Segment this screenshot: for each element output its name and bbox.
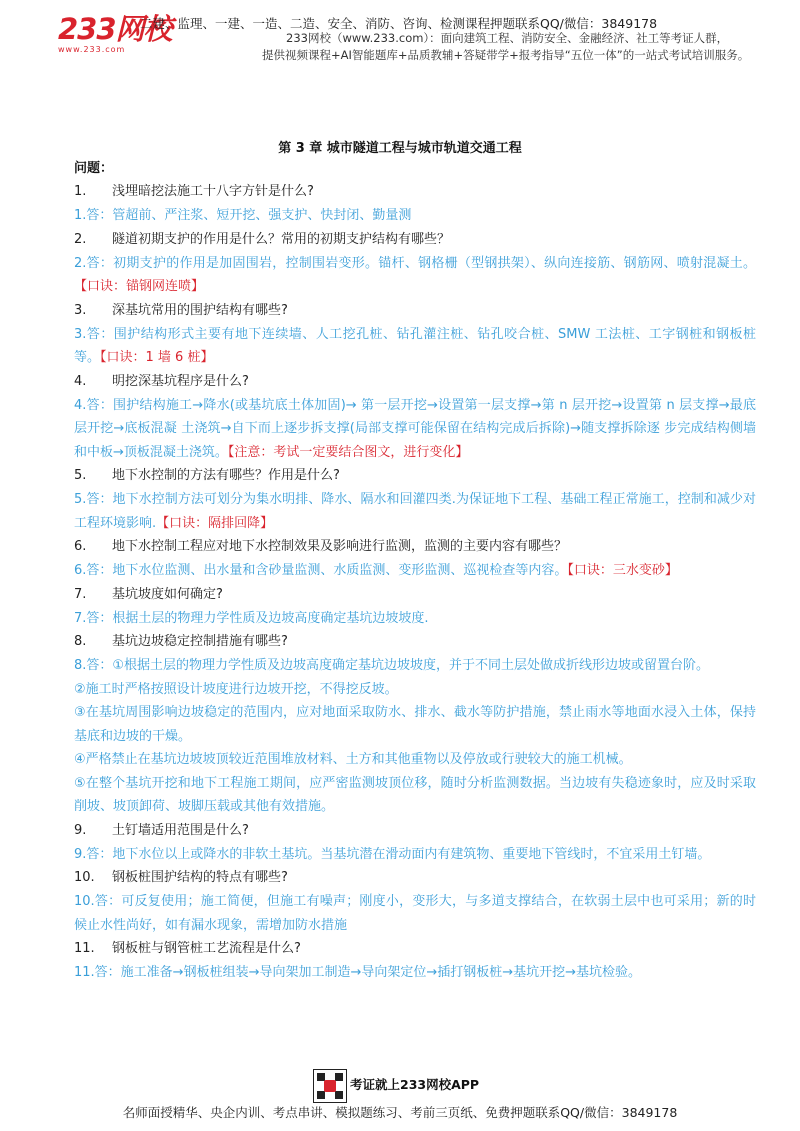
- answer-body: ②施工时严格按照设计坡度进行边坡开挖，不得挖反坡。: [74, 681, 398, 697]
- answer-text: [74, 701, 756, 748]
- answer-body: 9.答：地下水位以上或降水的非软土基坑。当基坑潜在滑动面内有建筑物、重要地下管线时，不宜采用土钉墙。: [74, 846, 711, 862]
- answer-text: [74, 559, 756, 583]
- question-text: 隧道初期支护的作用是什么？常用的初期支护结构有哪些？: [112, 231, 451, 247]
- answer-text: [74, 394, 756, 465]
- answer-body: ⑤在整个基坑开挖和地下工程施工期间，应严密监测坡顶位移，随时分析监测数据。当边坡有失稳迹象时，应及时采取削坡、坡顶卸荷、坡脚压载或其他有效措施。: [74, 775, 756, 814]
- question-text: 浅埋暗挖法施工十八字方针是什么?: [112, 184, 314, 199]
- logo-text: 233网校: [58, 12, 172, 46]
- question-text: 明挖深基坑程序是什么?: [112, 373, 249, 389]
- header-service-line: 提供视频课程+AI智能题库+品质教辅+答疑带学+报考指导“五位一体”的一站式考试培训服务。: [262, 48, 750, 62]
- page-footer: [0, 1065, 800, 1131]
- question-text: 基坑边坡稳定控制措施有哪些?: [112, 634, 288, 649]
- footer-contact-line: 名师面授精华、央企内训、考点串讲、模拟题练习、考前三页纸、免费押题联系QQ/微信：3849178: [122, 1105, 678, 1120]
- question-number: 11.: [74, 941, 95, 956]
- answer-body: 7.答：根据土层的物理力学性质及边坡高度确定基坑边坡坡度.: [74, 610, 429, 626]
- answer-text: [74, 961, 756, 985]
- answer-text: [74, 843, 756, 867]
- answer-text: [74, 890, 756, 937]
- question-number: 10.: [74, 870, 95, 885]
- answer-body: 8.答：①根据土层的物理力学性质及边坡高度确定基坑边坡坡度，并于不同土层处做成折线形边坡或留置台阶。: [74, 658, 710, 673]
- logo-url: www.233.com: [58, 45, 126, 54]
- question-row: [74, 180, 756, 204]
- mnemonic-tip: 【注意：考试一定要结合图文，进行变化】: [227, 444, 469, 460]
- answer-body: ③在基坑周围影响边坡稳定的范围内，应对地面采取防水、排水、截水等防护措施，禁止雨水等地面水浸入土体，保持基底和边坡的干燥。: [74, 705, 756, 744]
- answer-text: [74, 654, 756, 678]
- chapter-title: 第 3 章 城市隧道工程与城市轨道交通工程: [278, 141, 522, 156]
- question-number: 9.: [74, 822, 87, 838]
- question-number: 3.: [74, 302, 87, 318]
- question-number: 7.: [74, 586, 87, 602]
- qr-code: [313, 1069, 347, 1103]
- header-intro-line: 233网校（www.233.com）：面向建筑工程、消防安全、金融经济、社工等考证人群，: [286, 31, 729, 45]
- header-contact-line: 二建、监理、一建、一造、二造、安全、消防、咨询、检测课程押题联系QQ/微信：3849178: [140, 16, 658, 31]
- answer-body: 10.答：可反复使用；施工简便，但施工有噪声；刚度小，变形大，与多道支撑结合，在软弱土层中也可采用；新的时候止水性尚好，如有漏水现象，需增加防水措施: [74, 894, 756, 933]
- question-row: [74, 535, 756, 559]
- question-text: 地下水控制工程应对地下水控制效果及影响进行监测，监测的主要内容有哪些？: [112, 539, 568, 554]
- question-number: 8.: [74, 634, 87, 649]
- mnemonic-tip: 【口诀：三水变砂】: [567, 563, 678, 578]
- mnemonic-tip: 【口诀：锚钢网连喷】: [74, 279, 205, 294]
- question-row: [74, 819, 756, 843]
- qr-logo-icon: [324, 1080, 336, 1092]
- answer-text: [74, 252, 756, 299]
- brand-logo: [58, 12, 172, 64]
- question-row: [74, 299, 756, 323]
- answer-body: 1.答：管超前、严注浆、短开挖、强支护、快封闭、勤量测: [74, 208, 412, 223]
- question-row: [74, 937, 756, 961]
- question-number: 1.: [74, 184, 87, 199]
- page-header: [0, 0, 800, 70]
- question-text: 钢板桩围护结构的特点有哪些?: [112, 870, 288, 885]
- question-text: 基坑坡度如何确定?: [112, 586, 223, 602]
- qa-list: [74, 180, 756, 985]
- answer-text: [74, 772, 756, 819]
- question-row: [74, 228, 756, 252]
- question-number: 5.: [74, 468, 87, 483]
- answer-body: 2.答：初期支护的作用是加固围岩，控制围岩变形。锚杆、钢格栅（型钢拱架）、纵向连接筋、钢筋网、喷射混凝土。: [74, 255, 756, 271]
- answer-body: 5.答：地下水控制方法可划分为集水明排、降水、隔水和回灌四类.为保证地下工程、基础工程正常施工，控制和减少对工程环境影响.: [74, 492, 756, 531]
- answer-body: 4.答：围护结构施工→降水(或基坑底土体加固)→ 第一层开挖→设置第一层支撑→第 n 层开挖→设置第 n 层支撑→最底层开挖→底板混凝 土浇筑→自下而上逐步拆支撑(局部支撑可能保留在结构完成后拆除)→随支撑拆除逐 步完成结构侧墙和中板→顶板混凝土浇筑。: [74, 397, 756, 460]
- answer-text: [74, 204, 756, 228]
- question-row: [74, 370, 756, 394]
- question-text: 深基坑常用的围护结构有哪些?: [112, 302, 288, 318]
- section-label: 问题：: [74, 161, 114, 176]
- answer-text: [74, 323, 756, 370]
- question-row: [74, 464, 756, 488]
- mnemonic-tip: 【口诀：隔排回降】: [156, 515, 274, 531]
- answer-text: [74, 488, 756, 535]
- answer-body: 6.答：地下水位监测、出水量和含砂量监测、水质监测、变形监测、巡视检查等内容。: [74, 563, 568, 578]
- question-text: 地下水控制的方法有哪些？作用是什么?: [112, 468, 340, 483]
- mnemonic-tip: 【口诀：1 墙 6 桩】: [100, 350, 214, 365]
- question-text: 土钉墙适用范围是什么?: [112, 822, 249, 838]
- answer-body: 3.答：围护结构形式主要有地下连续墙、人工挖孔桩、钻孔灌注桩、钻孔咬合桩、SMW 工法桩、工字钢桩和钢板桩等。: [74, 326, 756, 365]
- question-number: 2.: [74, 231, 87, 247]
- question-row: [74, 866, 756, 890]
- answer-body: ④严格禁止在基坑边坡坡顶较近范围堆放材料、土方和其他重物以及停放或行驶较大的施工机械。: [74, 752, 632, 767]
- qa-content: [74, 158, 756, 985]
- question-row: [74, 630, 756, 654]
- answer-text: [74, 748, 756, 772]
- question-row: [74, 583, 756, 607]
- answer-text: [74, 678, 756, 702]
- question-text: 钢板桩与钢管桩工艺流程是什么?: [112, 941, 301, 956]
- question-number: 4.: [74, 373, 87, 389]
- footer-slogan: 考证就上233网校APP: [350, 1077, 480, 1092]
- answer-body: 11.答：施工准备→钢板桩组装→导向架加工制造→导向架定位→插打钢板桩→基坑开挖→基坑检验。: [74, 965, 642, 980]
- question-number: 6.: [74, 539, 87, 554]
- answer-text: [74, 607, 756, 631]
